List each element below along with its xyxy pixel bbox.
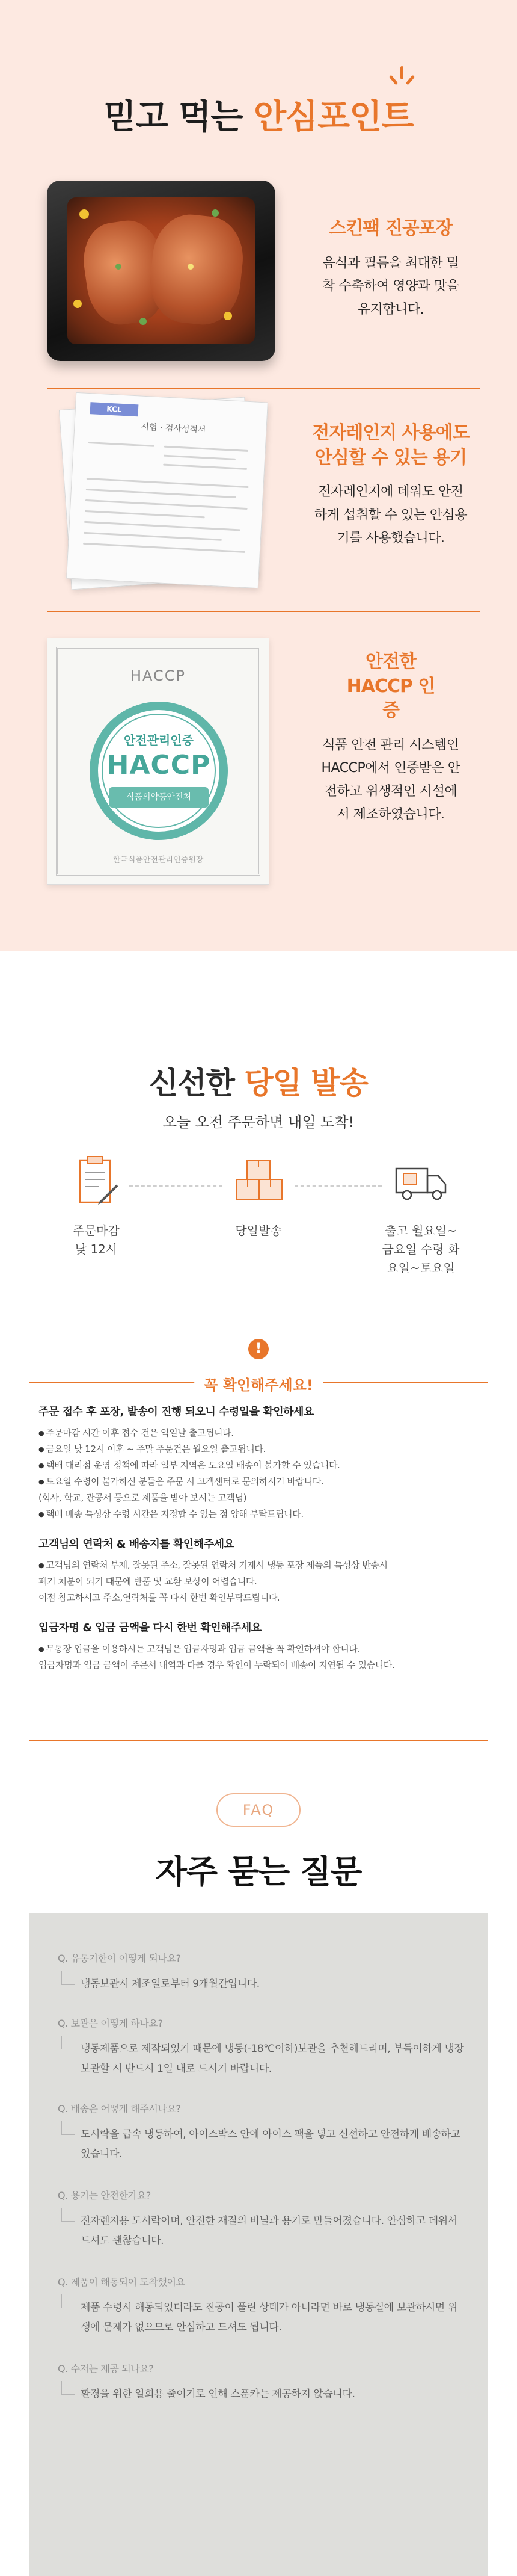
faq-item[interactable]	[58, 2361, 467, 2405]
test-report-image	[47, 385, 275, 596]
faq-title: 자주 묻는 질문	[155, 1853, 362, 1891]
faq-answer: 제품 수령시 해동되었더라도 진공이 풀린 상태가 아니라면 바로 냉동실에 보관하시면 위생에 문제가 없으므로 안심하고 드셔도 됩니다.	[58, 2298, 467, 2338]
notice-line: ● 택배 배송 특성상 수령 시간은 지정할 수 없는 점 양해 부탁드립니다.	[38, 1506, 483, 1522]
faq-question: Q. 배송은 어떻게 해주시나요?	[58, 2103, 181, 2114]
haccp-seal-icon: 안전관리인증 HACCP 식품의약품안전처	[90, 702, 228, 840]
notice-line: 입금자명과 입금 금액이 주문서 내역과 다를 경우 확인이 누락되어 배송이 지연될 수 있습니다.	[38, 1660, 395, 1670]
faq-section	[0, 1793, 517, 2576]
step-label: 출고 월요일~금요일 수령 화요일~토요일	[382, 1223, 460, 1275]
faq-answer: 전자렌지용 도시락이며, 안전한 재질의 비닐과 용기로 만들어졌습니다. 안심하고 데워서 드셔도 괜찮습니다.	[58, 2211, 467, 2251]
notice-line: ● 무통장 입금을 이용하시는 고객님은 입금자명과 입금 금액을 꼭 확인하셔야 합니다.	[38, 1641, 483, 1657]
faq-question: Q. 보관은 어떻게 하나요?	[58, 2018, 163, 2029]
notice-line: 이점 참고하시고 주소,연락처를 꼭 다시 한번 확인부탁드립니다.	[38, 1592, 280, 1603]
faq-pill: FAQ	[216, 1793, 301, 1827]
warning-icon: !	[248, 1339, 269, 1359]
faq-answer: 도시락을 급속 냉동하여, 아이스박스 안에 아이스 팩을 넣고 신선하고 안전하게 배송하고 있습니다.	[58, 2125, 467, 2164]
same-day-shipping-section	[0, 951, 517, 1793]
haccp-certificate-image	[47, 638, 275, 885]
faq-answer: 냉동제품으로 제작되었기 때문에 냉동(-18℃이하)보관을 추천해드리며, 부득이하게 냉장 보관할 시 반드시 1일 내로 드시기 바랍니다.	[58, 2039, 467, 2079]
notice-title: 꼭 확인해주세요!	[194, 1373, 323, 1394]
card-body: 음식과 필름을 최대한 밀착 수축하여 영양과 맛을 유지합니다.	[322, 255, 459, 317]
faq-item[interactable]	[58, 2101, 467, 2164]
faq-question: Q. 수저는 제공 되나요?	[58, 2363, 154, 2374]
report-title: 시험 · 검사성적서	[141, 422, 206, 436]
divider	[47, 611, 480, 612]
notice-body	[38, 1403, 483, 1673]
shipping-title: 신선한 당일 발송	[149, 1066, 368, 1101]
card-heading: 안전한 HACCP 인증	[346, 651, 435, 721]
kcl-logo: KCL	[90, 402, 138, 416]
step-label: 주문마감 낮 12시	[73, 1223, 120, 1256]
faq-item[interactable]	[58, 2188, 467, 2251]
order-document-icon	[30, 1149, 162, 1215]
notice-line: ● 주문마감 시간 이후 접수 건은 익일날 출고됩니다.	[38, 1425, 483, 1441]
notice-header	[29, 1375, 488, 1394]
step-delivery	[355, 1149, 487, 1277]
step-same-day	[192, 1149, 325, 1240]
notice-line: ● 택배 대리점 운영 정책에 따라 일부 지역은 도요일 배송이 불가할 수 있습니다.	[38, 1457, 483, 1474]
step-order-deadline	[30, 1149, 162, 1259]
notice-line: ● 토요일 수령이 불가하신 분들은 주문 시 고객센터로 문의하시기 바랍니다.	[38, 1474, 483, 1490]
faq-list	[29, 1913, 488, 2576]
vacuum-tray-image	[47, 181, 275, 361]
faq-item[interactable]	[58, 1951, 467, 1994]
faq-answer: 환경을 위한 일회용 줄이기로 인해 스푼카는 제공하지 않습니다.	[58, 2385, 467, 2405]
faq-question: Q. 유통기한이 어떻게 되나요?	[58, 1953, 181, 1964]
notice-line: ● 고객님의 연락처 부재, 잘못된 주소, 잘못된 연락처 기재시 냉동 포장 제품의 특성상 반송시	[38, 1557, 483, 1574]
shipping-subtitle: 오늘 오전 주문하면 내일 도착!	[162, 1114, 355, 1131]
card-body: 전자레인지에 데워도 안전하게 섭취할 수 있는 안심용기를 사용했습니다.	[314, 484, 468, 546]
faq-answer: 냉동보관시 제조일로부터 9개월간입니다.	[58, 1974, 467, 1994]
faq-question: Q. 용기는 안전한가요?	[58, 2190, 151, 2201]
notice-line: (회사, 학교, 관공서 등으로 제품을 받아 보시는 고객님)	[38, 1492, 247, 1503]
faq-item[interactable]	[58, 2275, 467, 2338]
notice-heading: 입금자명 & 입금 금액을 다시 한번 확인해주세요	[38, 1622, 262, 1634]
card-body: 식품 안전 관리 시스템인 HACCP에서 인증받은 안전하고 위생적인 시설에서 제조하였습니다.	[321, 737, 460, 822]
delivery-truck-icon	[355, 1149, 487, 1215]
faq-item[interactable]	[58, 2016, 467, 2079]
card-heading: 스킨팩 진공포장	[329, 218, 453, 239]
safety-title: 믿고 먹는 안심포인트	[103, 97, 414, 137]
boxes-icon	[192, 1149, 325, 1215]
sparkle-icon	[390, 66, 414, 90]
step-label: 당일발송	[235, 1223, 282, 1238]
haccp-cert-header: HACCP	[130, 667, 186, 684]
haccp-cert-footer: 한국식품안전관리인증원장	[112, 856, 204, 865]
notice-heading: 고객님의 연락처 & 배송지를 확인해주세요	[38, 1538, 234, 1551]
faq-question: Q. 제품이 해동되어 도착했어요	[58, 2276, 185, 2288]
notice-line: ● 금요일 낮 12시 이후 ~ 주말 주문건은 월요일 출고됩니다.	[38, 1441, 483, 1457]
divider	[29, 1740, 488, 1741]
safety-points-section	[0, 0, 517, 951]
shipping-steps	[0, 1149, 517, 1312]
card-heading: 전자레인지 사용에도 안심할 수 있는 용기	[312, 422, 470, 468]
notice-line: 폐기 처분이 되기 때문에 반품 및 교환 보상이 어렵습니다.	[38, 1576, 257, 1587]
notice-heading: 주문 접수 후 포장, 발송이 진행 되오니 수령일을 확인하세요	[38, 1406, 314, 1418]
